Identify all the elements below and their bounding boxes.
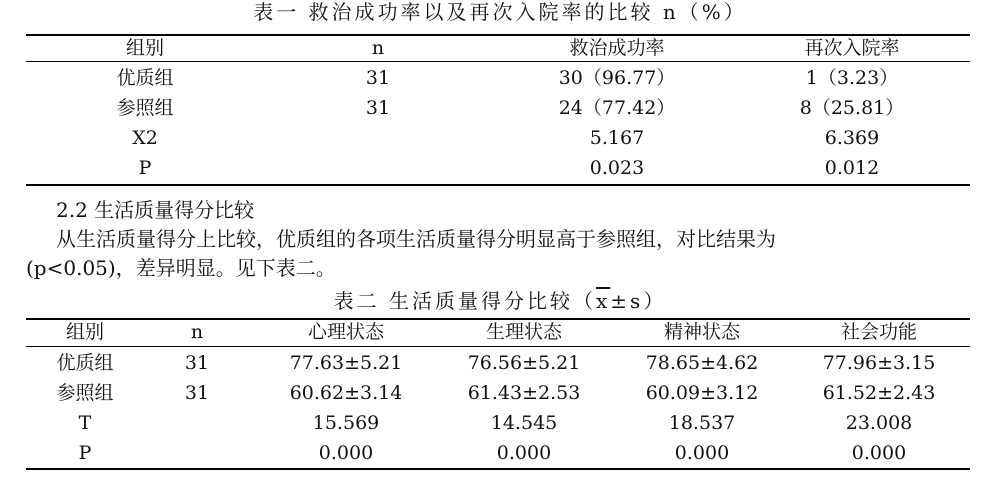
table-cell: 77.63±5.21 — [289, 352, 403, 374]
table1-header-cell: 救治成功率 — [569, 37, 665, 59]
table-cell: 0.000 — [496, 442, 552, 464]
table-cell: 1（3.23） — [805, 67, 899, 89]
table-cell: 76.56±5.21 — [467, 352, 581, 374]
table2-header-cell: n — [190, 321, 204, 343]
table-cell: 14.545 — [490, 412, 558, 434]
table2-header-cell: 社会功能 — [840, 321, 918, 343]
table2-header-cell: 组别 — [65, 321, 105, 343]
table1-bottom-rule — [26, 184, 970, 186]
table-cell: P — [138, 157, 152, 179]
paragraph-line: (p<0.05)，差异明显。见下表二。 — [26, 256, 336, 280]
table-cell: 30（96.77） — [558, 67, 676, 89]
table-cell: 0.000 — [318, 442, 374, 464]
table-cell: 0.012 — [824, 157, 880, 179]
table2-caption — [0, 289, 1000, 313]
table2-header-rule — [26, 346, 970, 347]
table2-bottom-rule — [26, 468, 970, 470]
table-cell: 31 — [184, 352, 210, 374]
table-cell: 15.569 — [312, 412, 380, 434]
table-cell: 优质组 — [56, 352, 114, 374]
table-cell: 77.96±3.15 — [822, 352, 936, 374]
table-cell: 6.369 — [824, 127, 880, 149]
table2-caption-suffix: ±s） — [610, 289, 667, 313]
table-cell: 参照组 — [56, 382, 114, 404]
table-cell: 61.52±2.43 — [822, 382, 936, 404]
table-cell: P — [78, 442, 92, 464]
table-cell: T — [78, 412, 92, 434]
mean-symbol: $\overline{x}$ — [596, 289, 611, 313]
table1-caption: 表一 救治成功率以及再次入院率的比较 n（%） — [253, 0, 747, 24]
table-cell: 8（25.81） — [799, 97, 905, 119]
table1-header-cell: n — [371, 37, 385, 59]
table1-header-cell: 再次入院率 — [804, 37, 900, 59]
table-cell: 60.09±3.12 — [645, 382, 759, 404]
table-cell: 0.023 — [589, 157, 645, 179]
table-cell: X2 — [132, 127, 158, 149]
table-cell: 31 — [365, 97, 391, 119]
table-cell: 23.008 — [845, 412, 913, 434]
table1-header-rule — [26, 61, 970, 62]
table-cell: 18.537 — [668, 412, 736, 434]
table-cell: 5.167 — [589, 127, 645, 149]
table-cell: 78.65±4.62 — [645, 352, 759, 374]
table-cell: 优质组 — [116, 67, 174, 89]
table2-caption-prefix: 表二 生活质量得分比较（ — [333, 289, 597, 313]
table-cell: 60.62±3.14 — [289, 382, 403, 404]
table2-header-cell: 精神状态 — [663, 321, 741, 343]
paragraph-line: 从生活质量得分上比较，优质组的各项生活质量得分明显高于参照组，对比结果为 — [56, 227, 776, 251]
table-cell: 0.000 — [851, 442, 907, 464]
table-cell: 24（77.42） — [558, 97, 676, 119]
table-cell: 31 — [184, 382, 210, 404]
section-heading: 2.2 生活质量得分比较 — [56, 198, 255, 222]
table-cell: 31 — [365, 67, 391, 89]
table2-header-cell: 生理状态 — [485, 321, 563, 343]
table-cell: 0.000 — [674, 442, 730, 464]
table-cell: 参照组 — [116, 97, 174, 119]
table1-header-cell: 组别 — [125, 37, 165, 59]
table-cell: 61.43±2.53 — [467, 382, 581, 404]
table2-header-cell: 心理状态 — [307, 321, 385, 343]
